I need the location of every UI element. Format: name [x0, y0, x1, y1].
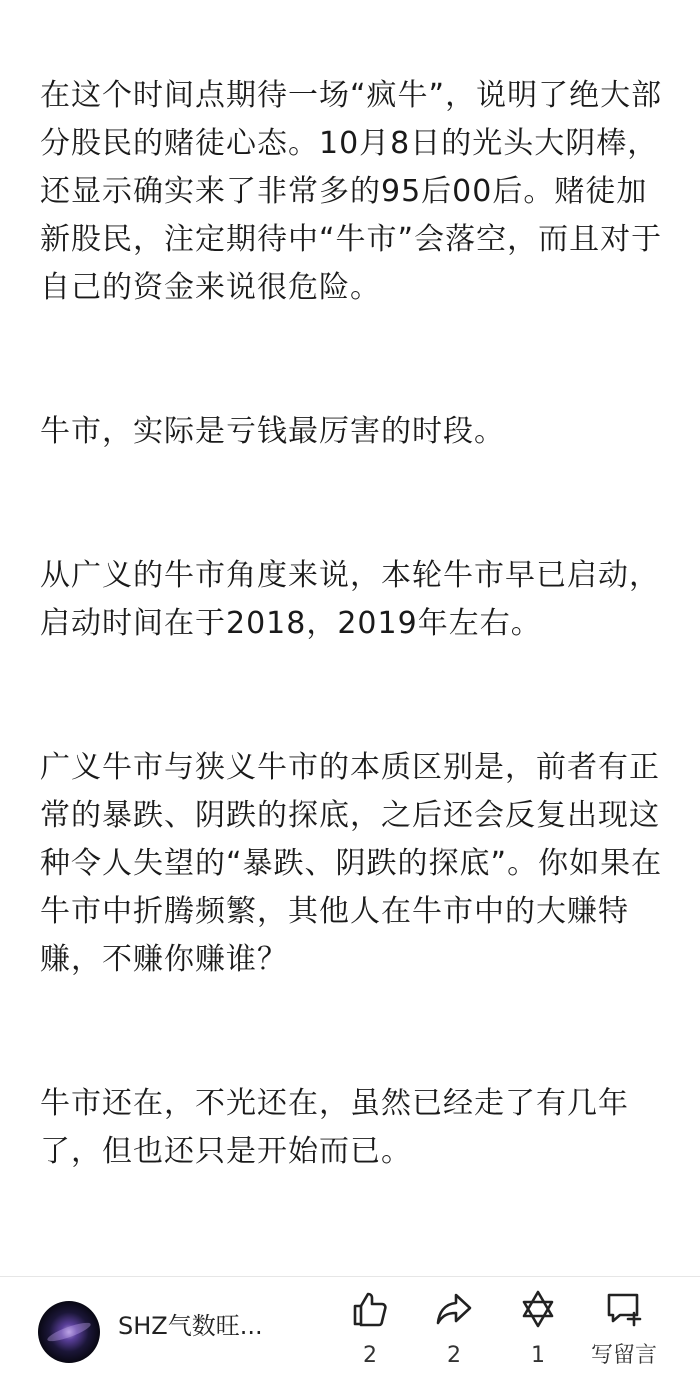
author-avatar[interactable]	[38, 1301, 100, 1363]
article-paragraph-3: 从广义的牛市角度来说，本轮牛市早已启动，启动时间在于2018，2019年左右。	[40, 558, 660, 641]
like-count: 2	[363, 1343, 377, 1368]
star-of-david-icon	[518, 1289, 558, 1329]
article-body	[40, 72, 670, 1272]
bottom-action-bar	[0, 1276, 700, 1389]
article-paragraph-5: 牛市还在，不光还在，虽然已经走了有几年了，但也还只是开始而已。	[40, 1086, 629, 1169]
comment-label: 写留言	[590, 1343, 657, 1368]
share-arrow-icon	[434, 1289, 474, 1329]
thumbs-up-icon	[350, 1289, 390, 1329]
comment-button[interactable]	[588, 1289, 660, 1379]
collect-button[interactable]	[502, 1289, 574, 1379]
article-paragraph-2: 牛市，实际是亏钱最厉害的时段。	[40, 414, 505, 449]
article-paragraph-4: 广义牛市与狭义牛市的本质区别是，前者有正常的暴跌、阴跌的探底，之后还会反复出现这种令人失望的“暴跌、阴跌的探底”。你如果在牛市中折腾频繁，其他人在牛市中的大赚特赚，不赚你赚谁？	[40, 750, 663, 977]
share-count: 2	[447, 1343, 461, 1368]
like-button[interactable]	[334, 1289, 406, 1379]
article-paragraph-1: 在这个时间点期待一场“疯牛”，说明了绝大部分股民的赌徒心态。10月8日的光头大阴棒，还显示确实来了非常多的95后00后。赌徒加新股民，注定期待中“牛市”会落空，而且对于自己的资金来说很危险。	[40, 78, 663, 305]
share-button[interactable]	[418, 1289, 490, 1379]
author-name[interactable]: SHZ气数旺...	[118, 1312, 263, 1340]
comment-plus-icon	[604, 1289, 644, 1329]
collect-count: 1	[531, 1343, 545, 1368]
